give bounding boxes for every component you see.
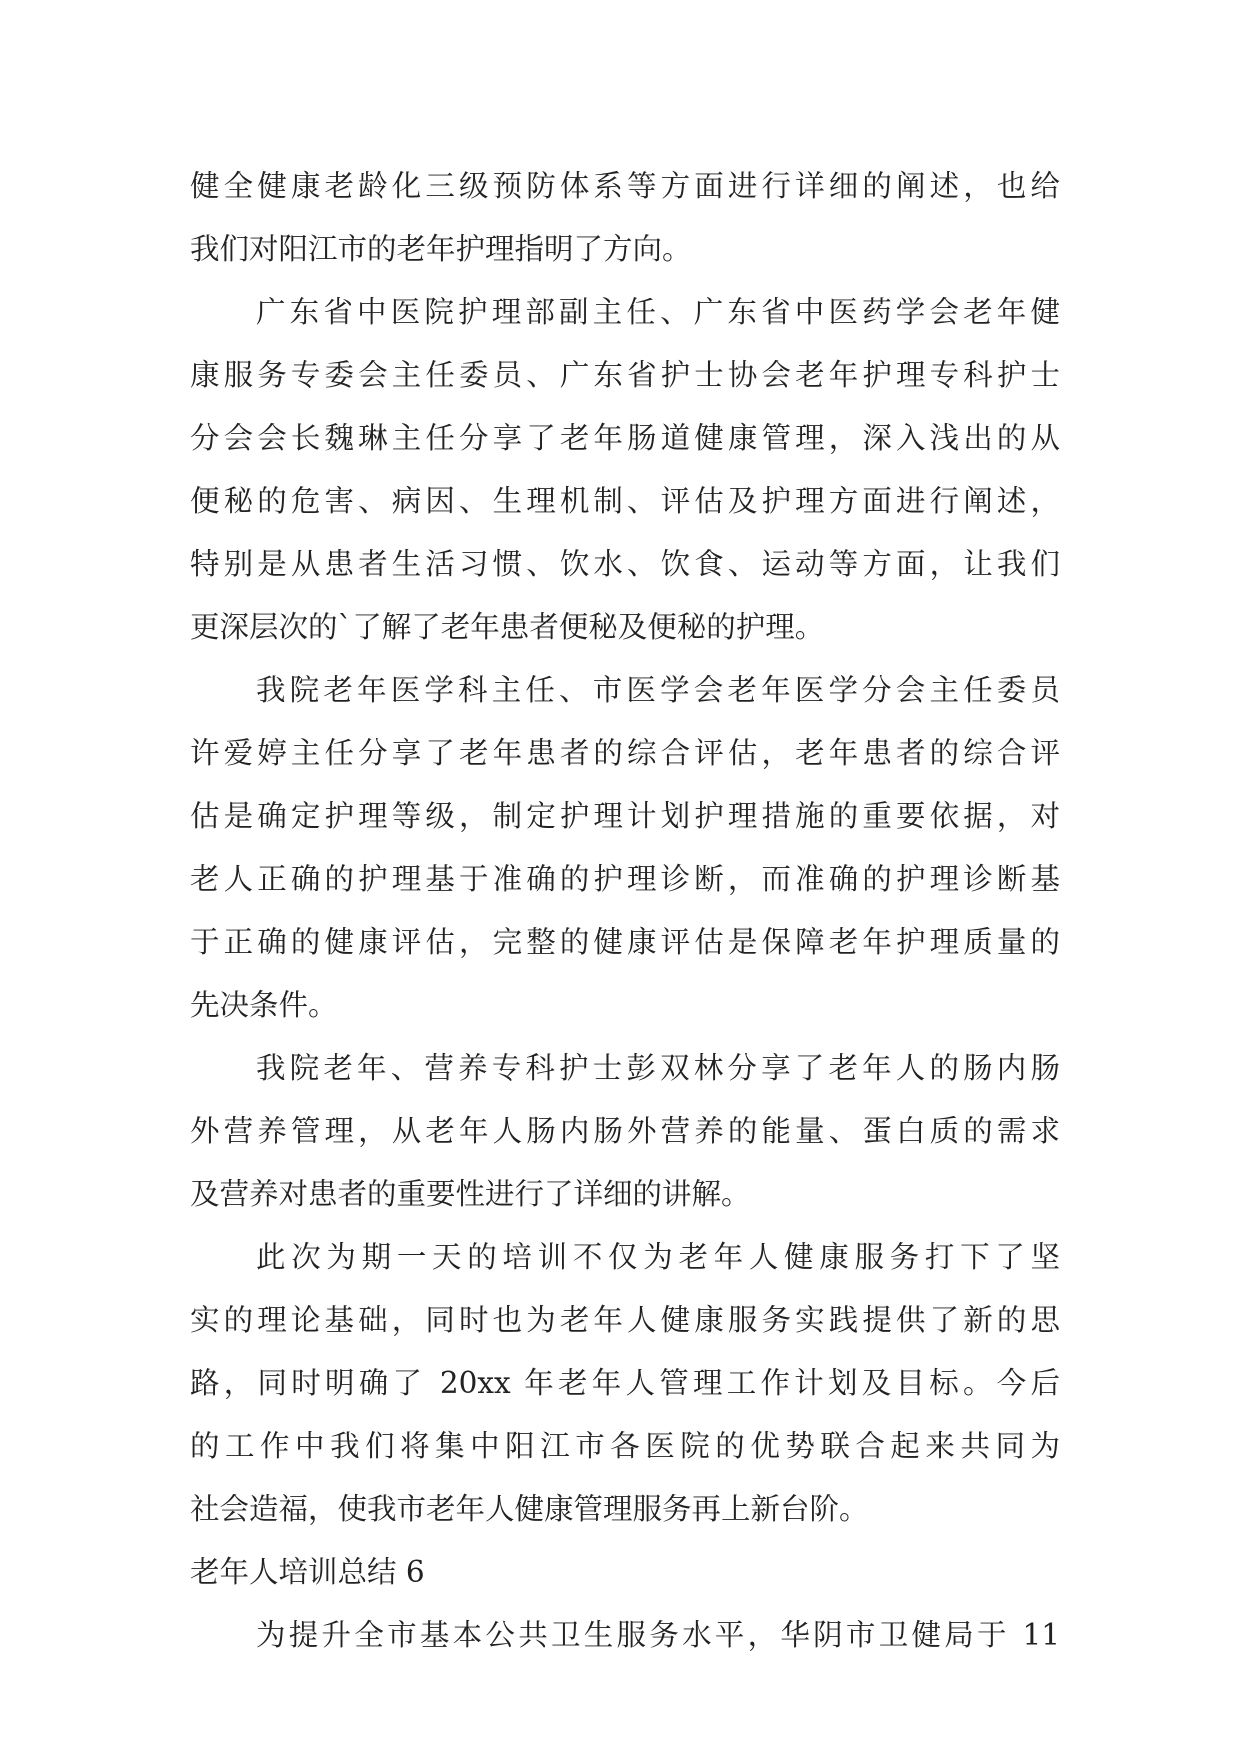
text-line: 实的理论基础，同时也为老年人健康服务实践提供了新的思 (190, 1303, 1060, 1337)
text-line: 康服务专委会主任委员、广东省护士协会老年护理专科护士 (190, 358, 1060, 392)
text-line: 我们对阳江市的老年护理指明了方向。 (190, 232, 692, 266)
text-line: 特别是从患者生活习惯、饮水、饮食、运动等方面，让我们 (190, 547, 1060, 581)
text-line: 老人正确的护理基于准确的护理诊断，而准确的护理诊断基 (190, 862, 1060, 896)
text-line: 更深层次的`了解了老年患者便秘及便秘的护理。 (190, 610, 825, 644)
text-line: 我院老年医学科主任、市医学会老年医学分会主任委员 (256, 673, 1060, 707)
paragraph (190, 1226, 1060, 1541)
document-body (190, 155, 1060, 1667)
text-line: 分会会长魏琳主任分享了老年肠道健康管理，深入浅出的从 (190, 421, 1060, 455)
text-line: 此次为期一天的培训不仅为老年人健康服务打下了坚 (256, 1240, 1060, 1274)
paragraph (190, 281, 1060, 659)
text-line: 于正确的健康评估，完整的健康评估是保障老年护理质量的 (190, 925, 1060, 959)
paragraph (190, 155, 1060, 281)
text-line: 为提升全市基本公共卫生服务水平，华阴市卫健局于 11 (256, 1618, 1060, 1652)
text-line: 先决条件。 (190, 988, 338, 1022)
paragraph (190, 1604, 1060, 1667)
text-line: 外营养管理，从老年人肠内肠外营养的能量、蛋白质的需求 (190, 1114, 1060, 1148)
text-line: 估是确定护理等级，制定护理计划护理措施的重要依据，对 (190, 799, 1060, 833)
section-heading: 老年人培训总结 6 (190, 1555, 425, 1589)
text-line: 广东省中医院护理部副主任、广东省中医药学会老年健 (256, 295, 1060, 329)
text-line: 的工作中我们将集中阳江市各医院的优势联合起来共同为 (190, 1429, 1060, 1463)
text-line: 及营养对患者的重要性进行了详细的讲解。 (190, 1177, 751, 1211)
text-line: 社会造福，使我市老年人健康管理服务再上新台阶。 (190, 1492, 869, 1526)
text-line: 健全健康老龄化三级预防体系等方面进行详细的阐述，也给 (190, 169, 1060, 203)
paragraph (190, 659, 1060, 1037)
text-line: 我院老年、营养专科护士彭双林分享了老年人的肠内肠 (256, 1051, 1060, 1085)
paragraph (190, 1037, 1060, 1226)
text-line: 便秘的危害、病因、生理机制、评估及护理方面进行阐述， (190, 484, 1060, 518)
text-line: 路，同时明确了 20xx 年老年人管理工作计划及目标。今后 (190, 1366, 1060, 1400)
text-line: 许爱婷主任分享了老年患者的综合评估，老年患者的综合评 (190, 736, 1060, 770)
